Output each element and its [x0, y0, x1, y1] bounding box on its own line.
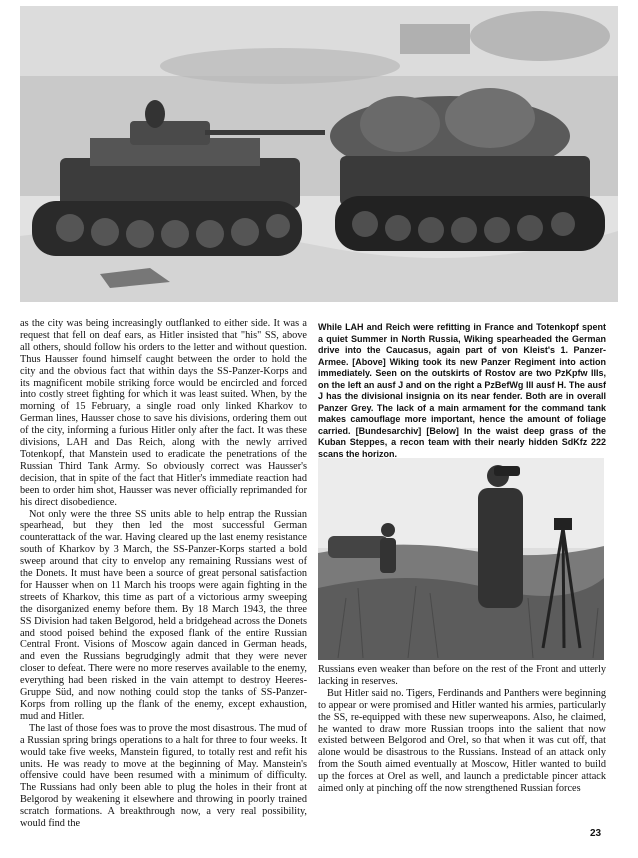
- right-paragraph-2: But Hitler said no. Tigers, Ferdinands and Panthers were beginning to appear or were promised and Hitler wanted his armies, particularly the SS, re-equipped with these new superweapons. Also, he claimed, he wanted to draw more Russian troops into the salient that now existed between Belgorod and Orel, so that when it was cut off, that alone would be disastrous to the Russians. Instead of an attack only from the South aimed eventually at Moscow, Hitler wanted to build up the forces at Orel as well, and launch a predictable pincer attack aimed only at pinching off the now strengthened Russian forces: [318, 687, 606, 795]
- left-paragraph-1: as the city was being increasingly outflanked to either side. It was a request that fell on deaf ears, as Hitler insisted that "his" SS, above all others, should follow his orders to the letter and without question. Thus Hausser found himself caught between the order to hold the city and the obvious fact that within days the SS-Panzer-Korps and its magnificent mobile striking force would be encircled and forced into costly street fighting for which it was least suited. When, by the morning of 15 February, a single road only linked Kharkov to German lines, Hausser chose to save his divisions, ordering them out of the city, informing a furious Hitler only after the fact. It was these divisions, LAH and Das Reich, along with the newly arrived Totenkopf, that Manstein used to eradicate the penetrations of the Russian Third Tank Army. So obviously correct was Hausser's decision, that in spite of the fact that Hitler's immediate reaction had been to order him shot, Hausser was never officially reprimanded for his direct disobedience.: [20, 318, 307, 508]
- photo-recon-team-steppe: [318, 458, 604, 660]
- left-paragraph-2: Not only were the three SS units able to help entrap the Russian spearhead, but they then led the most successful German counterattack of the war. Having cleared up the last enemy resistance south of Kharkov by 3 March, the SS-Panzer-Korps started a bold sweep around that city to envelop any remaining Russians west of the Donets. It must have been a source of great personal satisfaction for Hausser when on 11 March his troops were again fighting in the streets of Kharkov, this time as part of a victorious army sweeping the disorganized enemy before them. By 18 March 1943, the three SS Division had taken Belgorod, held a bridgehead across the Donets and stood poised behind the exposed flank of the entire Russian Central Front. Visions of Moscow again danced in German heads, and even the Russians begrudgingly admit that they were never closer to defeat. There were no more reserves available to the enemy, everything had been risked in the vain attempt to destroy Heeres-Gruppe Süd, and now nothing could stop the tanks of SS-Panzer-Korps from rolling up the flank of the enemy, except exhaustion, mud and Hitler.: [20, 508, 307, 722]
- photo-panzer-tanks-rostov: [20, 6, 618, 302]
- right-paragraph-1: Russians even weaker than before on the rest of the Front and utterly lacking in reserves.: [318, 664, 606, 687]
- photo-caption: While LAH and Reich were refitting in France and Totenkopf spent a quiet Summer in North Russia, Wiking spearheaded the German drive into the Caucasus, again part of von Kleist's 1. Panzer-Armee. [Above] Wiking took its new Panzer Regiment into action immediately. Seen on the outskirts of Rostov are two PzKpfw IIIs, on the left an ausf J and on the right a PzBefWg III ausf H. The ausf J has the divisional insignia on its near fender. Both are in overall Panzer Grey. The lack of a main armament for the command tank makes camouflage more important, hence the amount of foliage carried. [Bundesarchiv] [Below] In the waist deep grass of the Kuban Steppes, a recon team with their nearly hidden SdKfz 222 scans the horizon.: [318, 322, 606, 459]
- right-text-column: [318, 664, 606, 795]
- left-paragraph-3: The last of those foes was to prove the most disastrous. The mud of a Russian spring brings operations to a halt for three to four weeks. It would take five weeks, Manstein figured, to totally rest and refit his units. He was ready to move at the beginning of May. Manstein's offensive could have been resumed with a minimum of difficulty. The Russians had only been able to plug the holes in their front at Belgorod by weakening it elsewhere and throwing in poorly trained scratch formations. A breakthrough now, a very real possibility, would find the: [20, 722, 307, 830]
- left-text-column: [20, 318, 307, 830]
- page-number: 23: [590, 828, 602, 839]
